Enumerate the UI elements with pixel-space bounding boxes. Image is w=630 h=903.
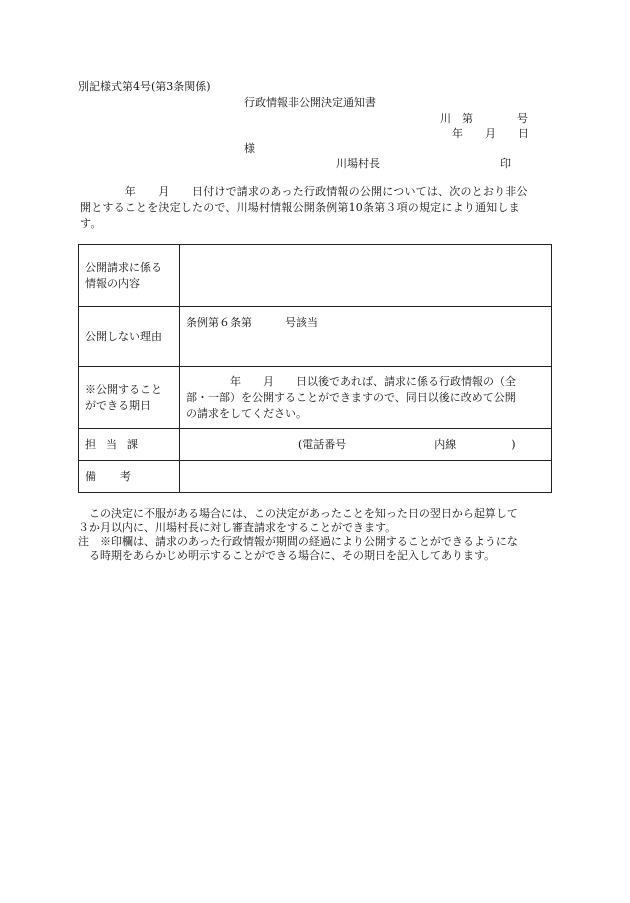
table-row	[79, 245, 552, 307]
sender-name: 川場村長	[336, 157, 380, 170]
notice-body-line: 開とすることを決定したので、川場村情報公開条例第10条第３項の規定により通知しま	[80, 201, 520, 214]
disclosure-date-value: 年 月 日以後であれば、請求に係る行政情報の（全 部・一部）を公開することができますので、同日以後に改めて公開 の請求をしてください。	[180, 367, 552, 429]
appeal-notes	[78, 507, 556, 563]
document-number: 川 第 号	[440, 112, 528, 125]
decision-table	[78, 244, 552, 493]
notice-body-line: す。	[80, 217, 102, 230]
note-line: ３か月以内に、川場村長に対し審査請求をすることができます。	[78, 521, 397, 534]
notice-body	[80, 184, 560, 232]
table-row	[79, 429, 552, 461]
nondisclosure-reason-label: 公開しない理由	[79, 307, 180, 367]
notice-body-line: 年 月 日付けで請求のあった行政情報の公開については、次のとおり非公	[80, 185, 528, 198]
seal-mark: 印	[500, 157, 511, 170]
nondisclosure-reason-value: 条例第６条第 号該当	[180, 307, 552, 367]
note-line: る時期をあらかじめ明示することができる場合に、その期日を記入してあります。	[78, 549, 496, 562]
note-line: この決定に不服がある場合には、この決定があったことを知った日の翌日から起算して	[78, 507, 518, 520]
remarks-value	[180, 461, 552, 493]
table-row	[79, 307, 552, 367]
addressee-suffix: 様	[244, 142, 255, 155]
table-row	[79, 367, 552, 429]
form-label: 別記様式第4号(第3条関係)	[78, 80, 211, 93]
table-row	[79, 461, 552, 493]
disclosure-date-label: ※公開すること ができる期日	[79, 367, 180, 429]
request-content-label: 公開請求に係る 情報の内容	[79, 245, 180, 307]
note-line: 注 ※印欄は、請求のあった行政情報が期間の経過により公開することができるようにな	[78, 535, 518, 548]
department-value: (電話番号 内線 )	[180, 429, 552, 461]
department-label: 担当課	[79, 429, 180, 461]
request-content-value	[180, 245, 552, 307]
document-date: 年 月 日	[452, 127, 529, 140]
remarks-label: 備考	[79, 461, 180, 493]
document-title: 行政情報非公開決定通知書	[244, 96, 376, 109]
